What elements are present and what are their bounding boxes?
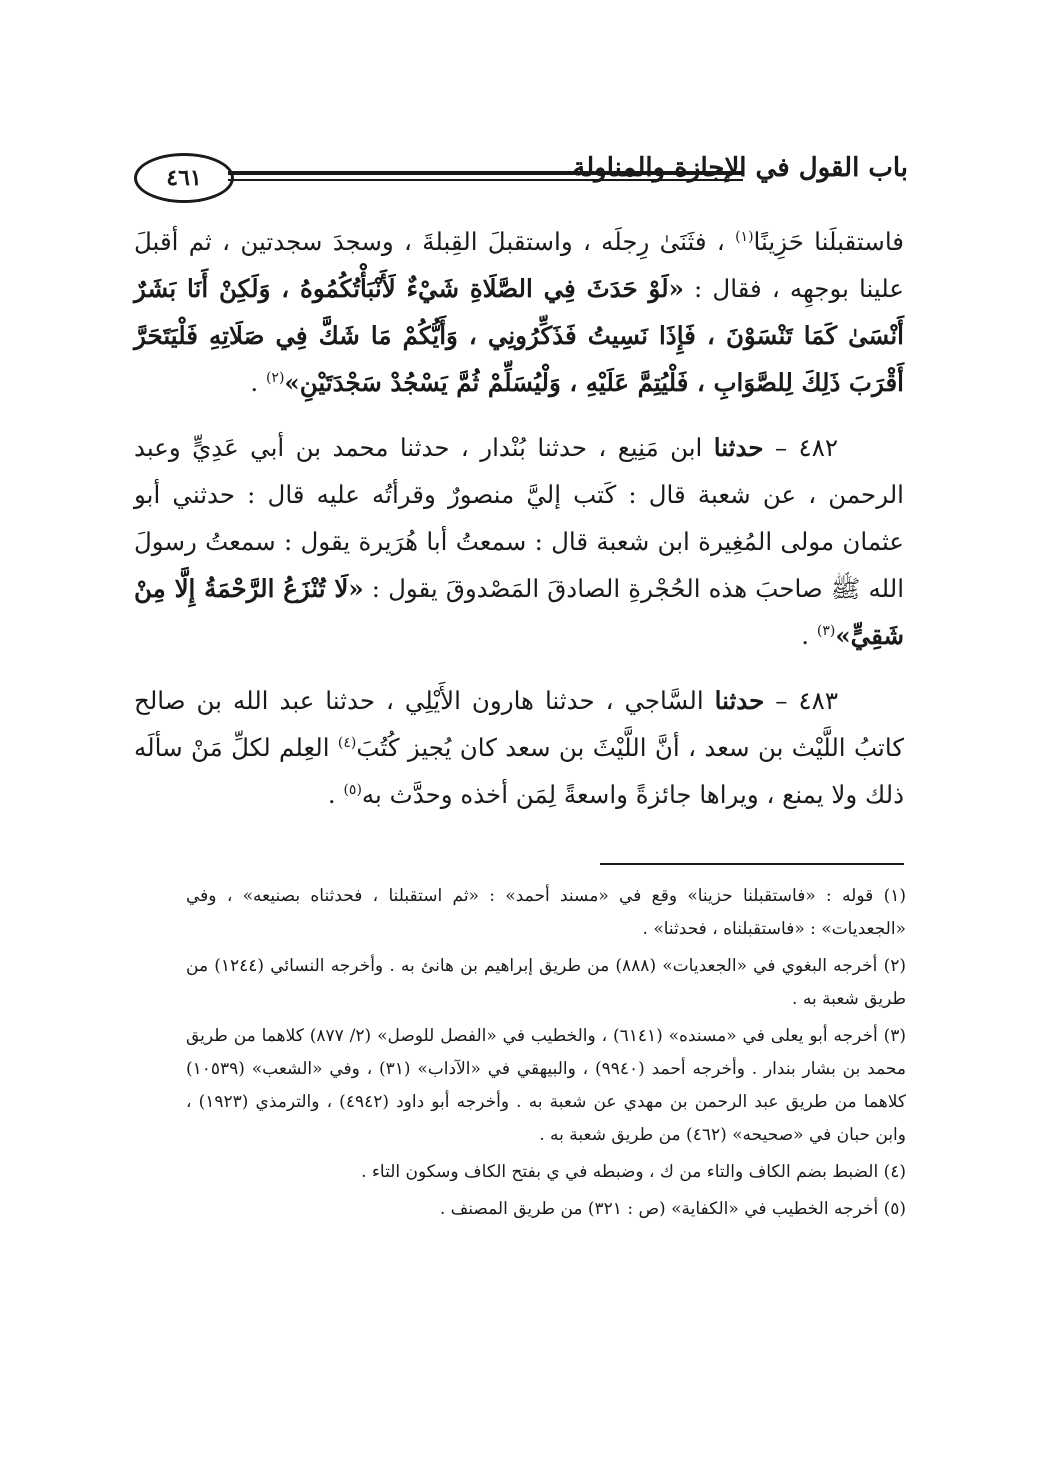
- footnote-ref[interactable]: (٥): [343, 781, 362, 798]
- footnotes: [186, 880, 906, 1230]
- chapter-title: باب القول في الإجازة والمناولة: [572, 153, 908, 183]
- text-segment: ابن مَنِيع ، حدثنا بُنْدار ، حدثنا محمد بن أبي عَدِيٍّ وعبد الرحمن ، عن شعبة قال : كَتب إليَّ منصورٌ وقرأتُه عليه قال : حدثني أبو عثمان مولى المُغِيرة ابن شعبة قال : سمعتُ أبا هُرَيرة يقول : سمعتُ رسولَ الله ﷺ صاحبَ هذه الحُجْرةِ الصادقَ المَصْدوقَ يقول :: [134, 433, 904, 603]
- text-segment: ، فثَنَىٰ رِجلَه ، واستقبلَ القِبلةَ ، وسجدَ سجدتين ، ثم أقبلَ علينا بوجهِه ، فقال :: [134, 227, 904, 303]
- hadith-483: [134, 677, 904, 818]
- text-segment: .: [801, 621, 817, 650]
- bold-text: «لَا تُنْزَعُ الرَّحْمَةُ إِلَّا مِنْ شَقِيٍّ»: [134, 574, 904, 650]
- footnote-ref[interactable]: (٣): [816, 622, 836, 639]
- footnote-ref[interactable]: (٢): [265, 369, 285, 386]
- page-number: ٤٦١: [134, 153, 234, 203]
- footnote-separator: [600, 863, 904, 865]
- bold-text: حدثنا: [713, 433, 764, 462]
- text-segment: العِلم لكلِّ مَنْ سألَه ذلك ولا يمنع ، ويراها جائزةً واسعةً لِمَن أخذه وحدَّث به: [134, 733, 904, 809]
- text-segment: فاستقبلَنا حَزِينًا: [753, 227, 905, 256]
- main-text: [134, 218, 904, 836]
- text-segment: .: [327, 780, 344, 809]
- footnote-3: (٣) أخرجه أبو يعلى في «مسنده» (٦١٤١) ، والخطيب في «الفصل للوصل» (٢/ ٨٧٧) كلاهما من طريق محمد بن بشار بندار . وأخرجه أحمد (٩٩٤٠) ، والبيهقي في «الآداب» (٣١) ، وفي «الشعب» (١٠٥٣٩) كلاهما من طريق عبد الرحمن بن مهدي عن شعبة به . وأخرجه أبو داود (٤٩٤٢) ، والترمذي (١٩٢٣) ، وابن حبان في «صحيحه» (٤٦٢) من طريق شعبة به .: [186, 1026, 907, 1145]
- hadith-482: [134, 424, 904, 659]
- footnote-2: (٢) أخرجه البغوي في «الجعديات» (٨٨٨) من طريق إبراهيم بن هانئ به . وأخرجه النسائي (١٢٤٤) من طريق شعبة به .: [186, 956, 906, 1009]
- text-segment: ٤٨٣ –: [764, 686, 838, 715]
- text-segment: السَّاجي ، حدثنا هارون الأَيْلِي ، حدثنا عبد الله بن صالح كاتبُ اللَّيْث بن سعد ، أنَّ اللَّيْثَ بن سعد كان يُجيز كُتُبَ: [134, 686, 904, 762]
- page-header: [128, 145, 908, 215]
- footnote-4: (٤) الضبط بضم الكاف والتاء من ك ، وضبطه في ي بفتح الكاف وسكون التاء .: [361, 1162, 906, 1182]
- footnote-1: (١) قوله : «فاستقبلنا حزينا» وقع في «مسند أحمد» : «ثم استقبلنا ، فحدثناه بصنيعه» ، وفي «الجعديات» : «فاستقبلناه ، فحدثنا» .: [186, 886, 906, 939]
- paragraph-continuation: [134, 218, 904, 406]
- text-segment: .: [250, 368, 266, 397]
- footnote-5: (٥) أخرجه الخطيب في «الكفاية» (ص : ٣٢١) من طريق المصنف .: [439, 1199, 906, 1219]
- footnote-ref[interactable]: (٤): [337, 734, 357, 751]
- bold-text: حدثنا: [714, 686, 765, 715]
- text-segment: ٤٨٢ –: [763, 433, 839, 462]
- bold-text: «لَوْ حَدَثَ فِي الصَّلَاةِ شَيْءٌ لَأَنْبَأْتُكُمُوهُ ، وَلَكِنْ أَنَا بَشَرٌ أَنْسَىٰ كَمَا تَنْسَوْنَ ، فَإِذَا نَسِيتُ فَذَكِّرُونِي ، وَأَيُّكُمْ مَا شَكَّ فِي صَلَاتِهِ فَلْيَتَحَرَّ أَقْرَبَ ذَلِكَ لِلصَّوَابِ ، فَلْيُتِمَّ عَلَيْهِ ، وَلْيُسَلِّمْ ثُمَّ يَسْجُدْ سَجْدَتَيْنِ»: [134, 274, 904, 397]
- footnote-ref[interactable]: (١): [735, 228, 754, 245]
